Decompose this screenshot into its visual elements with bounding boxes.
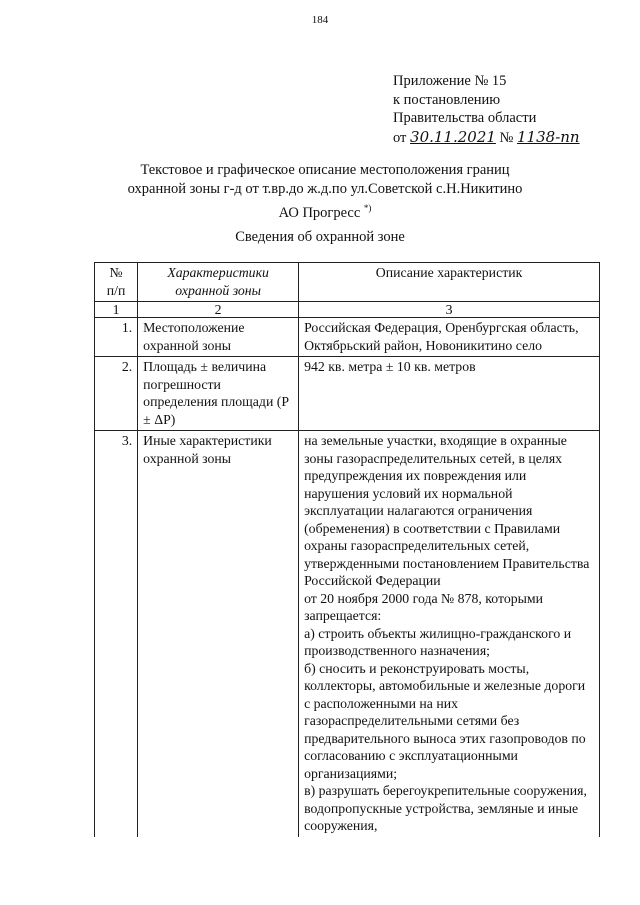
column-number: 2 [138, 302, 299, 318]
title-line-2: охранной зоны г-д от т.вр.до ж.д.по ул.Советской с.Н.Никитино [127, 181, 523, 197]
title-line-1: Текстовое и графическое описание местоположения границ [140, 162, 510, 178]
row-description: Российская Федерация, Оренбургская область, Октябрьский район, Новоникитино село [299, 318, 600, 357]
section-title: Сведения об охранной зоне [235, 229, 405, 245]
header-description: Описание характеристик [299, 263, 600, 302]
row-number: 3. [95, 431, 138, 837]
row-number: 1. [95, 318, 138, 357]
table-row [95, 357, 600, 431]
row-characteristic: Иные характеристики охранной зоны [138, 431, 299, 837]
row-description: 942 кв. метра ± 10 кв. метров [299, 357, 600, 431]
appendix-line-3: Правительства области [393, 110, 537, 126]
from-label: от [393, 129, 407, 146]
table-header-row [95, 263, 600, 302]
handwritten-number: 1138-пп [517, 127, 580, 146]
handwritten-date: 30.11.2021 [410, 127, 496, 146]
number-label: № [499, 129, 514, 146]
appendix-block [393, 72, 580, 147]
row-number: 2. [95, 357, 138, 431]
appendix-line-2: к постановлению [393, 91, 501, 108]
header-characteristic: Характеристики охранной зоны [138, 263, 299, 302]
appendix-line-1: Приложение № 15 [393, 73, 507, 89]
row-description: на земельные участки, входящие в охранные зоны газораспределительных сетей, в целях предупреждения их повреждения или нарушения условий их нормальной эксплуатации налагаются ограничения (обременения) в соответствии с Правилами охраны газораспределительных сетей, утвержденными постановлением Правительства Российской Федерации от 20 ноября 2000 года № 878, которыми запрещается: а) строить объекты жилищно-гражданского и производственного назначения; б) сносить и реконструировать мосты, коллекторы, автомобильные и железные дороги с расположенными на них газораспределительными сетями без предварительного выноса этих газопроводов по согласованию с эксплуатационными организациями; в) разрушать берегоукрепительные сооружения, водопропускные устройства, земляные и иные сооружения, [299, 431, 600, 837]
header-number: № п/п [95, 263, 138, 302]
title-line-3 [110, 199, 540, 223]
column-number: 1 [95, 302, 138, 318]
protection-zone-table [94, 262, 600, 837]
page-number: 184 [311, 14, 329, 26]
table-row [95, 431, 600, 837]
column-number: 3 [299, 302, 600, 318]
table-row [95, 318, 600, 357]
company-name: АО Прогресс [278, 204, 361, 221]
appendix-date-line [393, 128, 580, 148]
footnote-mark: *) [363, 203, 372, 213]
document-title [110, 161, 540, 223]
row-characteristic: Площадь ± величина погрешности определения площади (P ± ΔP) [138, 357, 299, 431]
row-characteristic: Местоположение охранной зоны [138, 318, 299, 357]
column-numbers-row [95, 302, 600, 318]
